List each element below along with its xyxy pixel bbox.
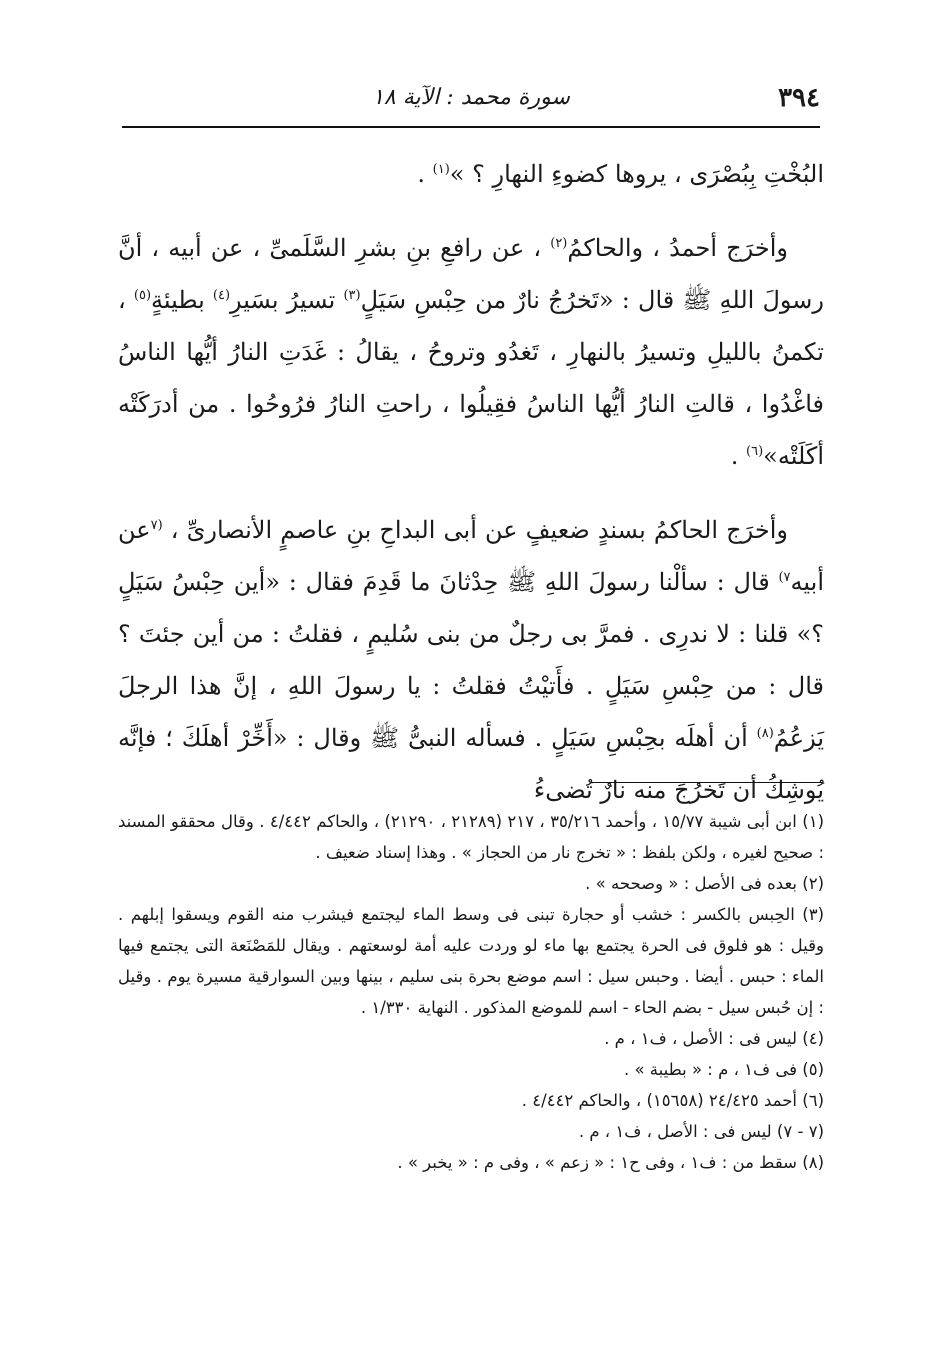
header-divider: [122, 126, 820, 128]
main-text: [118, 148, 824, 816]
footnote-ref-7-close: ٧): [778, 570, 791, 585]
footnote-ref-2: (٢): [550, 236, 568, 251]
footnote-3: (٣) الحِبس بالكسر : خشب أو حجارة تبنى فى وسط الماء ليجتمع فيشرب منه القوم ويسقوا إبلهم . وقيل : هو فلوق فى الحرة يجتمع بها ماء لو وردت عليه أمة لوسعتهم . ويقال للمَصْنَعة التى يجتمع فيها الماء : حبس . أيضا . وحبس سيل : اسم موضع بحرة بنى سليم ، بينها وبين السوارقية مسيرة يوم . وقيل : إن حُبس سيل - بضم الحاء - اسم للموضع المذكور . النهاية ١/٣٣٠ .: [118, 905, 824, 1017]
paragraph-text: عن أبيه: [118, 516, 824, 596]
footnote-4: (٤) ليس فى : الأصل ، ف١ ، م .: [604, 1029, 824, 1048]
footnote-6: (٦) أحمد ٢٤/٤٢٥ (١٥٦٥٨) ، والحاكم ٤/٤٤٢ .: [521, 1091, 824, 1110]
footnote-ref-3: (٣): [343, 288, 361, 303]
footnote-ref-7-open: (٧: [150, 518, 163, 533]
footnotes: [118, 806, 824, 1178]
paragraph-text: بطيئةٍ: [151, 286, 213, 314]
paragraph-1: [118, 148, 824, 200]
footnote-7: (٧ - ٧) ليس فى : الأصل ، ف١ ، م .: [578, 1122, 824, 1141]
paragraph-text: .: [417, 160, 433, 188]
paragraph-text: ، عن رافعِ بنِ بشرِ السَّلَمىِّ ، عن أبيه ، أنَّ رسولَ اللهِ ﷺ قال : «تَخرُجُ نارٌ من حِبْسِ سَيَلٍ: [118, 234, 824, 314]
footnote-5: (٥) فى ف١ ، م : « بطيبة » .: [623, 1060, 824, 1079]
surah-title: سورة محمد : الآية ١٨: [372, 85, 570, 110]
paragraph-text: تسيرُ بسَيرِ: [230, 286, 344, 314]
paragraph-3: [118, 504, 824, 816]
footnote-divider: [592, 782, 822, 783]
footnote-ref-5: (٥): [133, 288, 152, 303]
footnote-ref-1: (١): [432, 162, 450, 177]
footnote-8: (٨) سقط من : ف١ ، وفى ح١ : « زعم » ، وفى م : « يخبر » .: [397, 1153, 824, 1172]
paragraph-2: [118, 222, 824, 482]
footnote-1: (١) ابن أبى شيبة ١٥/٧٧ ، وأحمد ٣٥/٢١٦ ، ٢١٧ (٢١٢٨٩ ، ٢١٢٩٠) ، والحاكم ٤/٤٤٢ . وقال محققو المسند : صحيح لغيره ، ولكن بلفظ : « تخرج نار من الحجاز » . وهذا إسناد ضعيف .: [118, 812, 824, 862]
footnote-ref-4: (٤): [212, 288, 231, 303]
footnote-ref-6: (٦): [746, 444, 764, 459]
page-number: ٣٩٤: [778, 83, 820, 113]
paragraph-text: البُخْتِ بِبُصْرَى ، يروها كضوءِ النهارِ ؟ »: [449, 160, 824, 188]
footnote-2: (٢) بعده فى الأصل : « وصححه » .: [585, 874, 824, 893]
paragraph-text: وأخرَج الحاكمُ بسندٍ ضعيفٍ عن أبى البداحِ بنِ عاصمٍ الأنصارىِّ ،: [162, 516, 788, 544]
paragraph-text: وأخرَج أحمدُ ، والحاكمُ: [567, 234, 788, 262]
footnote-ref-8: (٨): [756, 726, 774, 741]
running-header: [122, 78, 820, 122]
paragraph-text: ، تكمنُ بالليلِ وتسيرُ بالنهارِ ، تَغدُو وتروحُ ، يقالُ : غَدَتِ النارُ أيُّها الناسُ فاغْدُوا ، قالتِ النارُ أيُّها الناسُ فقِيلُوا ، راحتِ النارُ فرُوحُوا . من أدرَكَتْه أكَلَتْه»: [118, 286, 825, 470]
paragraph-text: أن أهلَه بحِبْسِ سَيَلٍ . فسأله النبىُّ ﷺ وقال : «أَخِّرْ أهلَكَ ؛ فإنَّه يُوشِكُ أن تَخرُجَ منه نارٌ تُضىءُ: [118, 724, 824, 804]
paragraph-text: .: [730, 442, 747, 470]
paragraph-text: قال : سألْنا رسولَ اللهِ ﷺ حِدْثانَ ما قَدِمَ فقال : «أين حِبْسُ سَيَلٍ ؟» قلنا : لا ندرِى . فمرَّ بى رجلٌ من بنى سُليمٍ ، فقلتُ : من أين جئتَ ؟ قال : من حِبْسِ سَيَلٍ . فأَتيْتُ فقلتُ : يا رسولَ اللهِ ، إنَّ هذا الرجلَ يَزعُمُ: [118, 568, 824, 752]
